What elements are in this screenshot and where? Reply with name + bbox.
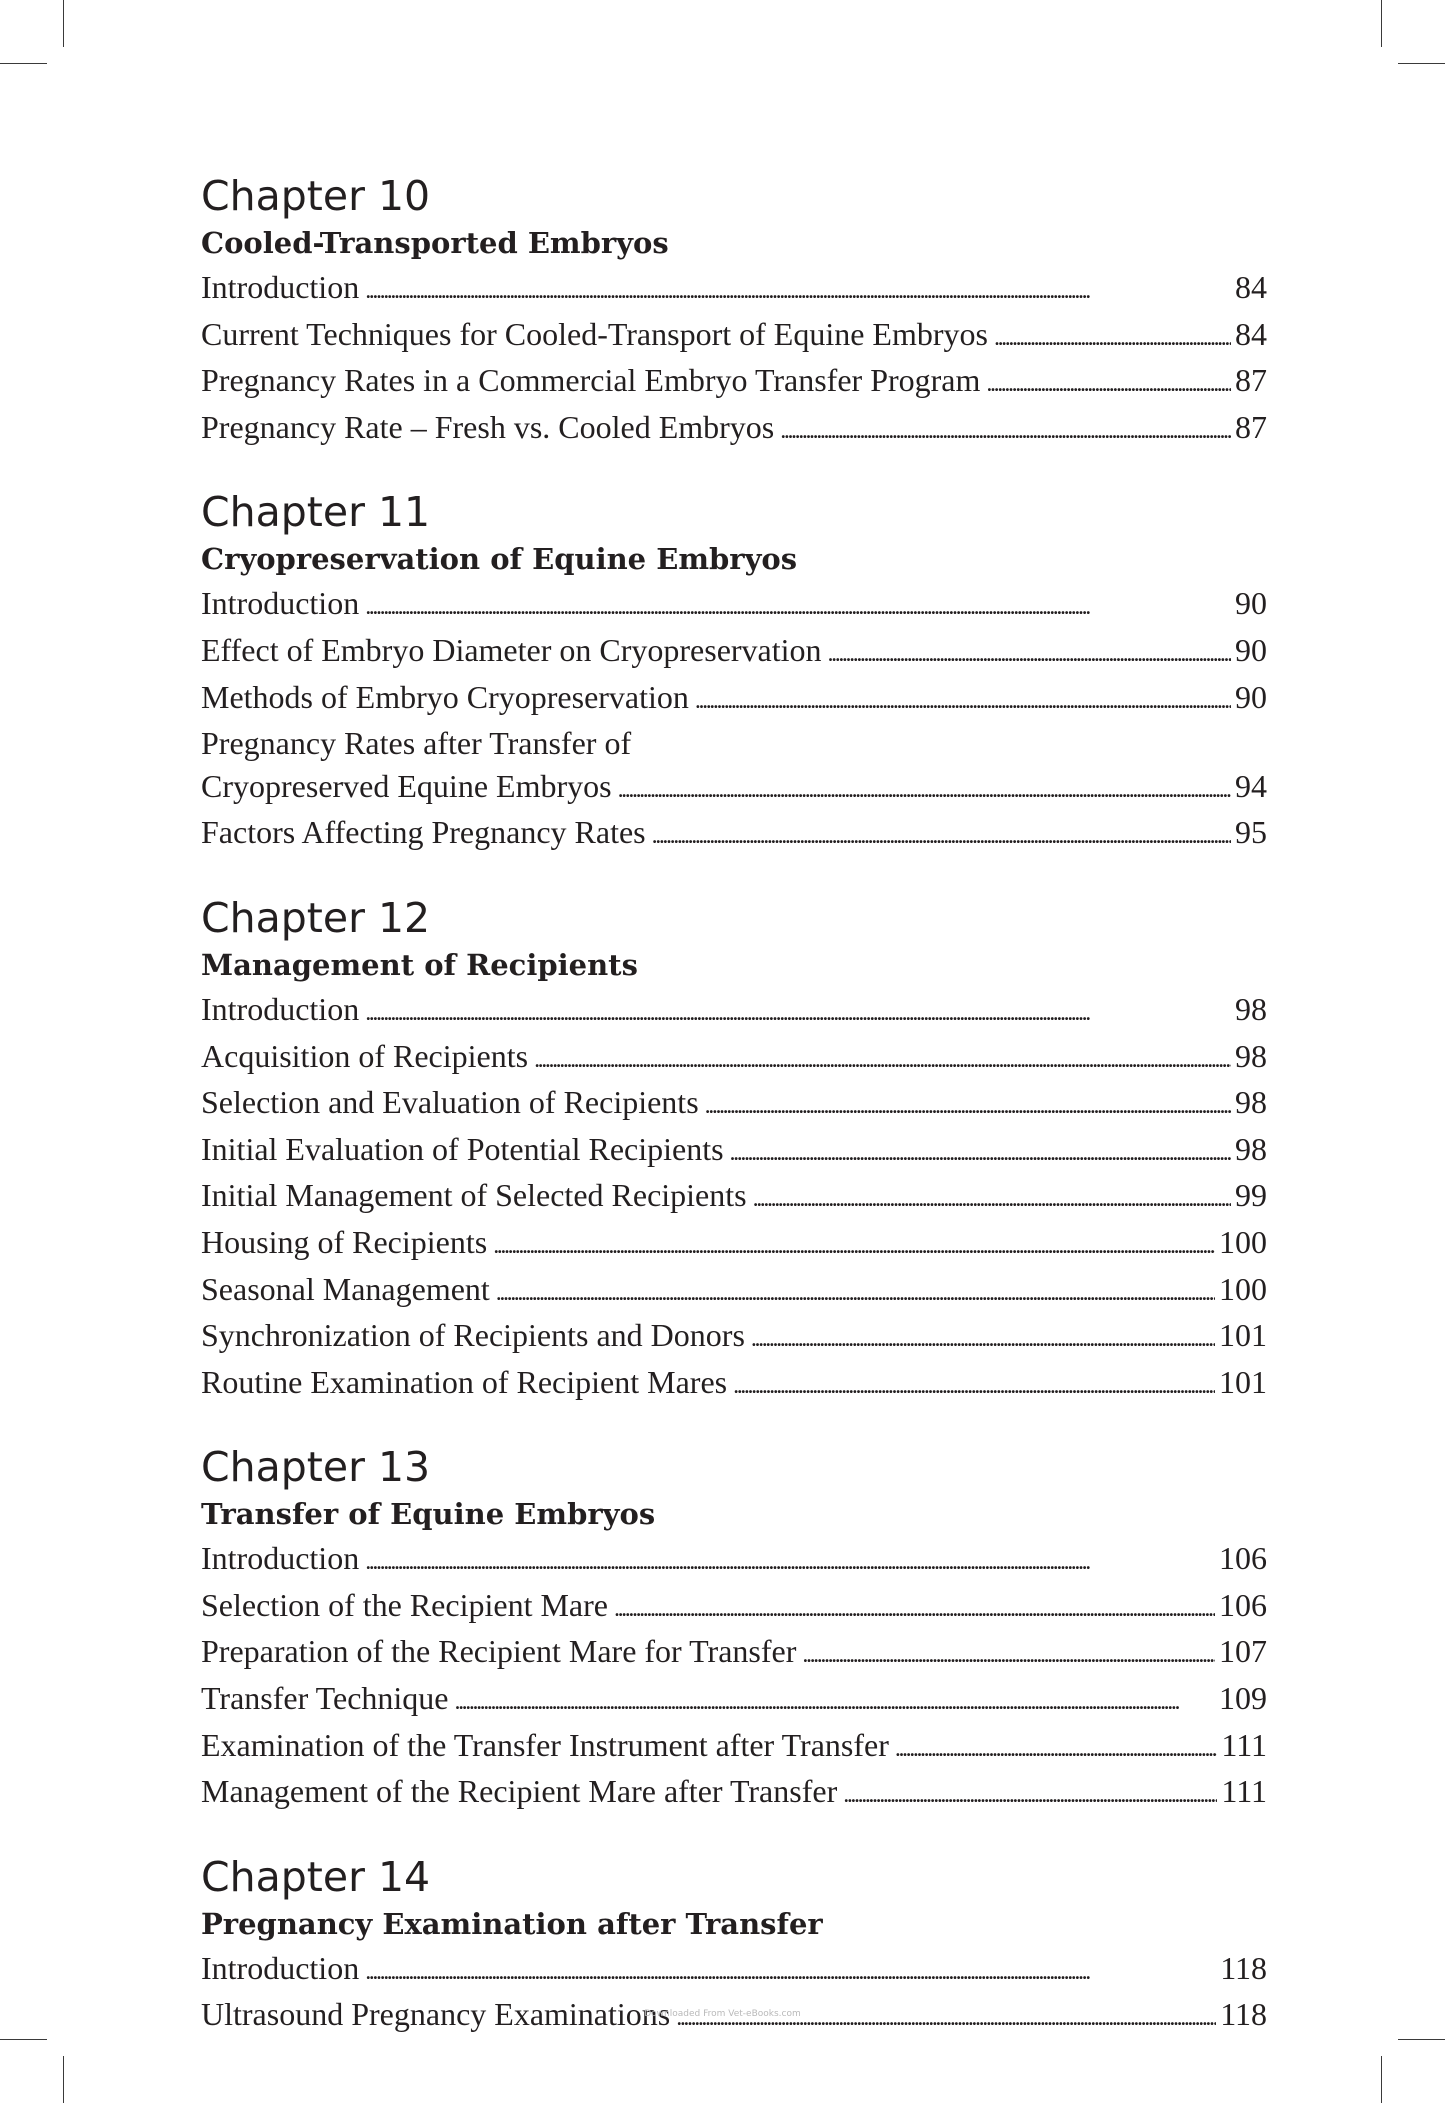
crop-mark-bottom-right-h xyxy=(1398,2039,1445,2040)
leader-dots xyxy=(454,1677,1215,1724)
toc-entry-label: Introduction xyxy=(201,990,360,1027)
toc-entry-label: Preparation of the Recipient Mare for Transfer xyxy=(201,1633,797,1670)
toc-entry-page: 94 xyxy=(1235,767,1267,804)
toc-entry-label: Ultrasound Pregnancy Examinations xyxy=(201,1996,671,2033)
toc-entry-page: 101 xyxy=(1219,1317,1267,1354)
toc-entry-label: Introduction xyxy=(201,1540,360,1577)
toc-entry-page: 98 xyxy=(1235,990,1267,1027)
toc-entry-label: Pregnancy Rates in a Commercial Embryo Transfer Program xyxy=(201,362,981,399)
table-of-contents xyxy=(201,170,1267,2074)
toc-entry[interactable] xyxy=(201,722,1267,765)
toc-entry[interactable] xyxy=(201,988,1267,1035)
toc-entry-page: 109 xyxy=(1219,1680,1267,1717)
toc-entry[interactable] xyxy=(201,1630,1267,1677)
toc-entry[interactable] xyxy=(201,1081,1267,1128)
chapter-title: Pregnancy Examination after Transfer xyxy=(201,1906,823,1941)
toc-entry[interactable] xyxy=(201,313,1267,360)
leader-dots xyxy=(365,988,1231,1035)
toc-entry-label-continued: Cryopreserved Equine Embryos xyxy=(201,767,612,804)
toc-entry-page: 90 xyxy=(1235,678,1267,715)
toc-entry[interactable] xyxy=(201,676,1267,723)
toc-entry[interactable] xyxy=(201,1537,1267,1584)
toc-entry[interactable] xyxy=(201,1584,1267,1631)
toc-entry[interactable] xyxy=(201,1221,1267,1268)
toc-entry-page: 100 xyxy=(1219,1223,1267,1260)
toc-entry[interactable] xyxy=(201,629,1267,676)
toc-entry[interactable] xyxy=(201,1174,1267,1221)
leader-dots xyxy=(895,1724,1218,1771)
chapter-number: Chapter 14 xyxy=(201,1852,431,1901)
toc-entry-page: 84 xyxy=(1235,269,1267,305)
leader-dots xyxy=(365,1947,1216,1994)
toc-entry-page: 118 xyxy=(1220,1949,1267,1986)
crop-mark-bottom-left xyxy=(63,2056,64,2103)
toc-entry-label: Introduction xyxy=(201,1949,360,1986)
chapter-title: Cooled-Transported Embryos xyxy=(201,226,669,260)
leader-dots xyxy=(733,1361,1215,1408)
toc-entry-page: 118 xyxy=(1220,1996,1267,2033)
toc-entry[interactable] xyxy=(201,359,1267,406)
toc-entry-page: 95 xyxy=(1235,814,1267,851)
toc-entry-page: 100 xyxy=(1219,1270,1267,1307)
toc-entry[interactable] xyxy=(201,1947,1267,1994)
toc-entry-label: Methods of Embryo Cryopreservation xyxy=(201,678,689,715)
toc-entry-page: 90 xyxy=(1235,631,1267,668)
leader-dots xyxy=(534,1035,1231,1082)
toc-entry-continued[interactable] xyxy=(201,765,1267,812)
chapter-title: Management of Recipients xyxy=(201,947,638,982)
leader-dots xyxy=(751,1314,1215,1361)
toc-entry-label: Selection and Evaluation of Recipients xyxy=(201,1084,699,1121)
toc-entry[interactable] xyxy=(201,811,1267,858)
toc-entry-label: Housing of Recipients xyxy=(201,1223,488,1260)
leader-dots xyxy=(994,313,1231,360)
chapter-section xyxy=(201,170,1267,452)
crop-mark-top-left xyxy=(63,0,64,47)
toc-entry[interactable] xyxy=(201,1677,1267,1724)
crop-mark-top-right-h xyxy=(1398,63,1445,64)
chapter-number: Chapter 12 xyxy=(201,893,431,942)
leader-dots xyxy=(652,811,1231,858)
toc-entry[interactable] xyxy=(201,1724,1267,1771)
leader-dots xyxy=(493,1221,1215,1268)
toc-entry-page: 98 xyxy=(1235,1037,1267,1074)
toc-entry-label: Selection of the Recipient Mare xyxy=(201,1586,608,1623)
chapter-number: Chapter 11 xyxy=(201,488,431,537)
toc-entry-page: 111 xyxy=(1221,1773,1267,1810)
leader-dots xyxy=(365,1537,1215,1584)
toc-entry-label: Examination of the Transfer Instrument after Transfer xyxy=(201,1726,889,1763)
toc-entry-page: 98 xyxy=(1235,1084,1267,1121)
chapter-number: Chapter 13 xyxy=(201,1443,431,1492)
toc-entry-page: 98 xyxy=(1235,1130,1267,1167)
crop-mark-top-left-h xyxy=(0,63,47,64)
leader-dots xyxy=(365,266,1231,313)
toc-entry-label: Pregnancy Rates after Transfer of xyxy=(201,725,632,762)
toc-entry[interactable] xyxy=(201,1035,1267,1082)
crop-mark-bottom-right xyxy=(1381,2056,1382,2103)
toc-entry[interactable] xyxy=(201,1314,1267,1361)
toc-entry-page: 90 xyxy=(1235,585,1267,622)
toc-entry-page: 84 xyxy=(1235,315,1267,352)
toc-entry-page: 106 xyxy=(1219,1540,1267,1577)
toc-entry[interactable] xyxy=(201,1268,1267,1315)
toc-entry-label: Management of the Recipient Mare after Transfer xyxy=(201,1773,838,1810)
leader-dots xyxy=(496,1268,1215,1315)
toc-entry[interactable] xyxy=(201,406,1267,453)
leader-dots xyxy=(695,676,1231,723)
leader-dots xyxy=(730,1128,1231,1175)
toc-entry-page: 99 xyxy=(1235,1177,1267,1214)
chapter-title: Transfer of Equine Embryos xyxy=(201,1497,656,1532)
toc-entry[interactable] xyxy=(201,1770,1267,1817)
leader-dots xyxy=(986,359,1231,406)
toc-entry-page: 87 xyxy=(1235,362,1267,399)
chapter-section xyxy=(201,1441,1267,1817)
toc-entry-page: 107 xyxy=(1219,1633,1267,1670)
toc-entry-label: Synchronization of Recipients and Donors xyxy=(201,1317,745,1354)
toc-entry-label: Introduction xyxy=(201,585,360,622)
toc-entry-page: 106 xyxy=(1219,1586,1267,1623)
leader-dots xyxy=(614,1584,1215,1631)
chapter-title: Cryopreservation of Equine Embryos xyxy=(201,542,798,577)
chapter-section xyxy=(201,892,1267,1407)
toc-entry-page: 111 xyxy=(1221,1726,1267,1763)
toc-entry[interactable] xyxy=(201,582,1267,629)
crop-mark-top-right xyxy=(1381,0,1382,47)
toc-entry-label: Initial Evaluation of Potential Recipients xyxy=(201,1130,724,1167)
toc-entry-label: Effect of Embryo Diameter on Cryopreservation xyxy=(201,631,822,668)
leader-dots xyxy=(843,1770,1217,1817)
toc-entry-label: Routine Examination of Recipient Mares xyxy=(201,1363,728,1400)
toc-entry-label: Seasonal Management xyxy=(201,1270,490,1307)
leader-dots xyxy=(753,1174,1231,1221)
leader-dots xyxy=(780,406,1231,453)
chapter-number: Chapter 10 xyxy=(201,172,431,220)
leader-dots xyxy=(802,1630,1215,1677)
leader-dots xyxy=(705,1081,1231,1128)
toc-entry-label: Initial Management of Selected Recipients xyxy=(201,1177,747,1214)
toc-entry-label: Acquisition of Recipients xyxy=(201,1037,529,1074)
chapter-section xyxy=(201,486,1267,858)
toc-entry-label: Current Techniques for Cooled-Transport of Equine Embryos xyxy=(201,315,988,352)
leader-dots xyxy=(618,765,1231,812)
toc-entry-label: Transfer Technique xyxy=(201,1680,449,1717)
crop-mark-bottom-left-h xyxy=(0,2039,47,2040)
toc-entry-page: 87 xyxy=(1235,408,1267,445)
toc-entry-page: 101 xyxy=(1219,1363,1267,1400)
leader-dots xyxy=(828,629,1231,676)
toc-entry[interactable] xyxy=(201,266,1267,313)
toc-entry-label: Factors Affecting Pregnancy Rates xyxy=(201,814,646,851)
toc-entry[interactable] xyxy=(201,1128,1267,1175)
toc-entry[interactable] xyxy=(201,1361,1267,1408)
toc-entry-label: Pregnancy Rate – Fresh vs. Cooled Embryos xyxy=(201,408,775,445)
leader-dots xyxy=(365,582,1231,629)
toc-entry-label: Introduction xyxy=(201,269,360,305)
download-note: Downloaded From Vet-eBooks.com xyxy=(644,2009,801,2019)
